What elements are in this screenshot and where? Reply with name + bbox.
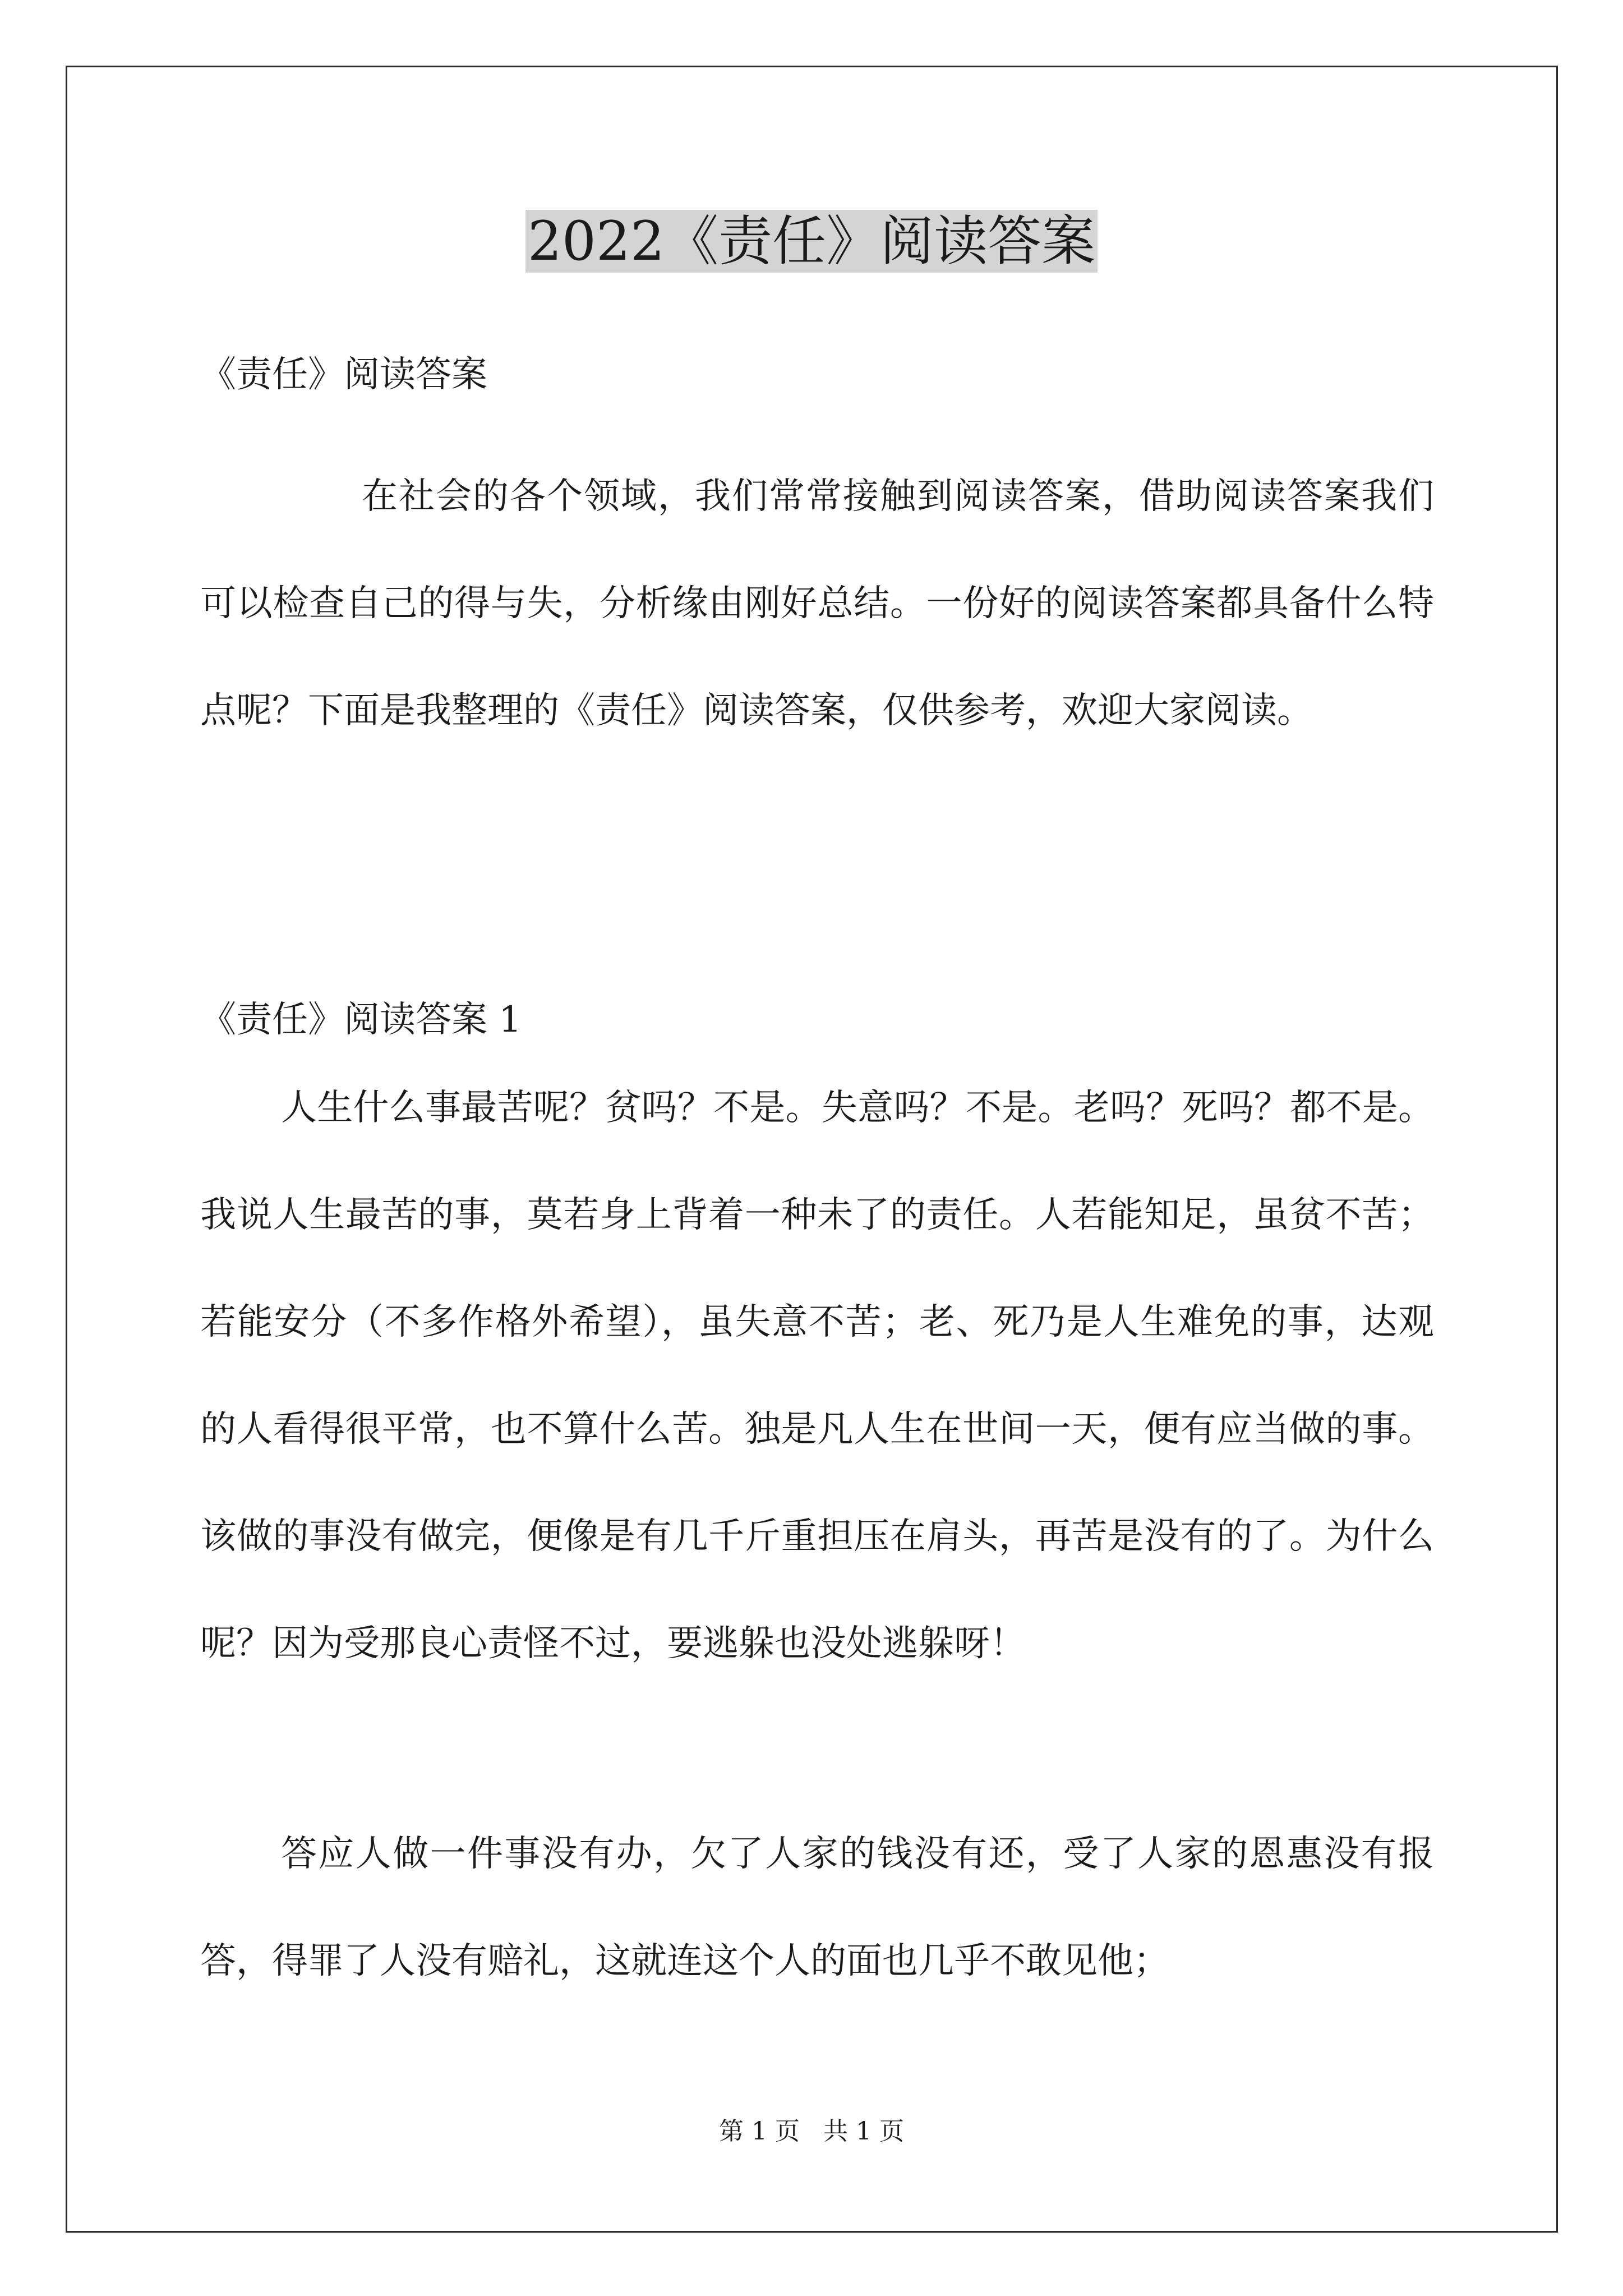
page-number: 第 1 页 xyxy=(719,2117,800,2146)
document-title-text: 2022《责任》阅读答案 xyxy=(525,210,1098,273)
page-footer xyxy=(0,2115,1623,2148)
page-count: 共 1 页 xyxy=(823,2117,904,2146)
body-paragraph: 人生什么事最苦呢？贫吗？不是。失意吗？不是。老吗？死吗？都不是。我说人生最苦的事，莫若身上背着一种未了的责任。人若能知足，虽贫不苦；若能安分（不多作格外希望），虽失意不苦；老、死乃是人生难免的事，达观的人看得很平常，也不算什么苦。独是凡人生在世间一天，便有应当做的事。该做的事没有做完，便像是有几千斤重担压在肩头，再苦是没有的了。为什么呢？因为受那良心责怪不过，要逃躲也没处逃躲呀！ xyxy=(200,1087,1434,1664)
section-heading: 《责任》阅读答案 1 xyxy=(200,999,522,1041)
document-subtitle: 《责任》阅读答案 xyxy=(200,354,487,395)
document-title xyxy=(0,202,1623,280)
body-paragraph: 答应人做一件事没有办，欠了人家的钱没有还，受了人家的恩惠没有报答，得罪了人没有赔礼，这就连这个人的面也几乎不敢见他； xyxy=(200,1833,1434,1982)
intro-paragraph: 在社会的各个领域，我们常常接触到阅读答案，借助阅读答案我们可以检查自己的得与失，分析缘由刚好总结。一份好的阅读答案都具备什么特点呢？下面是我整理的《责任》阅读答案，仅供参考，欢迎大家阅读。 xyxy=(200,476,1434,731)
